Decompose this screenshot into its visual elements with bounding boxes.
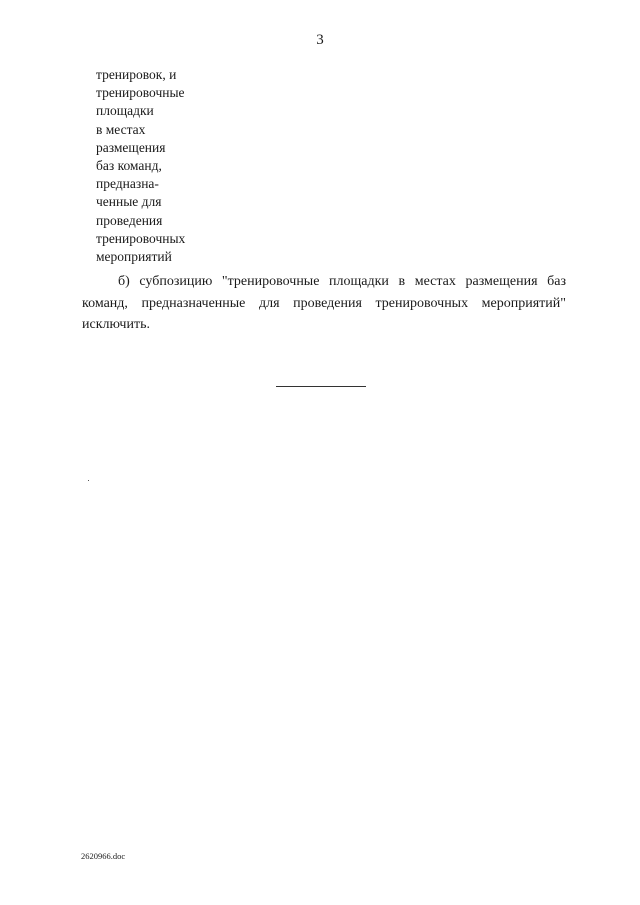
fragment-line: тренировочных [96, 230, 186, 246]
fragment-line: тренировочные [96, 85, 185, 101]
fragment-line: предназна- [96, 176, 159, 192]
page-number: 3 [316, 32, 324, 48]
table-cell-fragment [96, 66, 185, 266]
fragment-line: тренировок, и [96, 67, 177, 82]
fragment-line: в местах [96, 121, 146, 137]
fragment-line: размещения [96, 139, 166, 155]
end-of-text-divider [276, 386, 366, 387]
footer-filename: 2620966.doc [81, 851, 126, 861]
amendment-paragraph: б) субпозицию "тренировочные площадки в местах размещения баз команд, предназначенные для проведения тренировочных мероприятий" исключить. [82, 274, 566, 332]
scan-speck [88, 480, 89, 481]
fragment-line: площадки [96, 103, 154, 119]
fragment-line: мероприятий [96, 249, 172, 265]
fragment-line: проведения [96, 212, 163, 228]
fragment-line: ченные для [96, 194, 162, 210]
fragment-line: баз команд, [96, 158, 162, 174]
